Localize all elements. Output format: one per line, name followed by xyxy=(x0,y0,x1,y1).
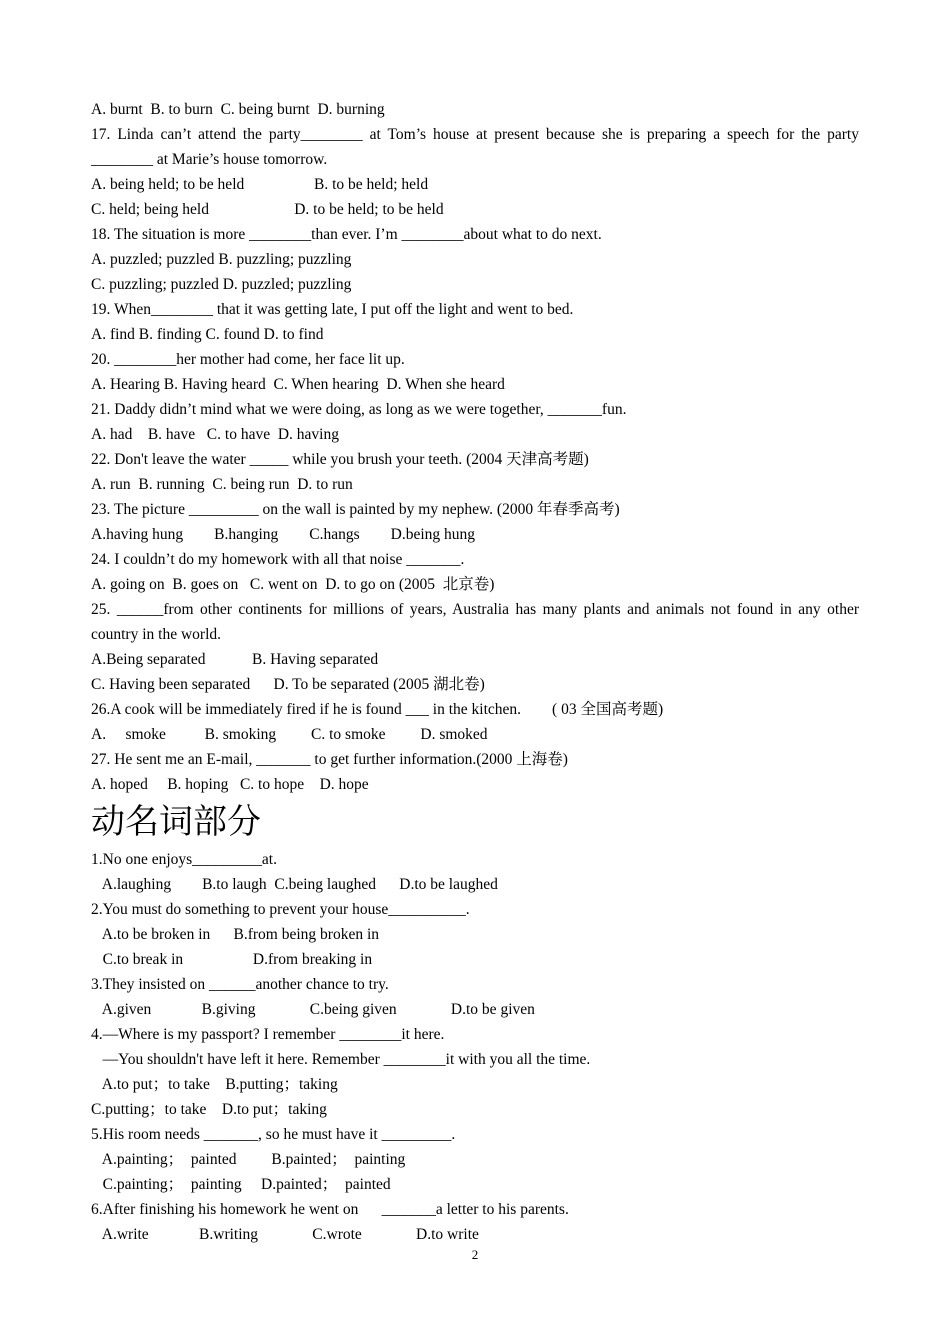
gerund-question-4: 4.—Where is my passport? I remember ________it here. xyxy=(91,1026,445,1043)
gerund-question-3: 3.They insisted on ______another chance to try. xyxy=(91,976,389,993)
answer-options-18-cd: C. puzzling; puzzled D. puzzled; puzzling xyxy=(91,276,352,293)
gerund-question-5: 5.His room needs _______, so he must have it _________. xyxy=(91,1126,456,1143)
gerund-options-5-cd: C.painting； painting D.painted； painted xyxy=(91,1176,391,1193)
question-24: 24. I couldn’t do my homework with all that noise _______. xyxy=(91,551,465,568)
gerund-question-6: 6.After finishing his homework he went on _______a letter to his parents. xyxy=(91,1201,569,1218)
gerund-options-1: A.laughing B.to laugh C.being laughed D.to be laughed xyxy=(91,876,498,893)
question-17: 17. Linda can’t attend the party________ at Tom’s house at present because she is preparing a speech for the party ________ at Marie’s house tomorrow. xyxy=(91,126,859,168)
answer-options-19: A. find B. finding C. found D. to find xyxy=(91,326,324,343)
document-page xyxy=(91,97,859,1247)
question-23: 23. The picture _________ on the wall is painted by my nephew. (2000 年春季高考) xyxy=(91,501,620,518)
answer-options-16: A. burnt B. to burn C. being burnt D. burning xyxy=(91,101,385,118)
gerund-options-2-cd: C.to break in D.from breaking in xyxy=(91,951,373,968)
gerund-options-6: A.write B.writing C.wrote D.to write xyxy=(91,1226,479,1243)
question-25: 25. ______from other continents for millions of years, Australia has many plants and animals not found in any other country in the world. xyxy=(91,601,859,643)
verb-participle-questions xyxy=(91,97,859,797)
answer-options-24: A. going on B. goes on C. went on D. to go on (2005 北京卷) xyxy=(91,576,495,593)
gerund-questions xyxy=(91,847,859,1247)
answer-options-17-cd: C. held; being held D. to be held; to be held xyxy=(91,201,444,218)
gerund-question-4-reply: —You shouldn't have left it here. Remember ________it with you all the time. xyxy=(91,1051,591,1068)
question-21: 21. Daddy didn’t mind what we were doing, as long as we were together, _______fun. xyxy=(91,401,627,418)
answer-options-27: A. hoped B. hoping C. to hope D. hope xyxy=(91,776,369,793)
answer-options-26: A. smoke B. smoking C. to smoke D. smoked xyxy=(91,726,488,743)
gerund-options-4-cd: C.putting；to take D.to put；taking xyxy=(91,1101,327,1118)
answer-options-21: A. had B. have C. to have D. having xyxy=(91,426,339,443)
answer-options-22: A. run B. running C. being run D. to run xyxy=(91,476,353,493)
gerund-question-2: 2.You must do something to prevent your house__________. xyxy=(91,901,470,918)
gerund-options-5-ab: A.painting； painted B.painted； painting xyxy=(91,1151,406,1168)
gerund-question-1: 1.No one enjoys_________at. xyxy=(91,851,277,868)
question-27: 27. He sent me an E-mail, _______ to get further information.(2000 上海卷) xyxy=(91,751,568,768)
section-heading-gerund: 动名词部分 xyxy=(91,802,261,842)
answer-options-25-cd: C. Having been separated D. To be separated (2005 湖北卷) xyxy=(91,676,485,693)
answer-options-25-ab: A.Being separated B. Having separated xyxy=(91,651,379,668)
answer-options-23: A.having hung B.hanging C.hangs D.being hung xyxy=(91,526,476,543)
question-19: 19. When________ that it was getting late, I put off the light and went to bed. xyxy=(91,301,574,318)
gerund-options-4-ab: A.to put；to take B.putting；taking xyxy=(91,1076,338,1093)
answer-options-20: A. Hearing B. Having heard C. When hearing D. When she heard xyxy=(91,376,505,393)
gerund-options-3: A.given B.giving C.being given D.to be given xyxy=(91,1001,535,1018)
question-26: 26.A cook will be immediately fired if he is found ___ in the kitchen. ( 03 全国高考题) xyxy=(91,701,664,718)
page-number: 2 xyxy=(471,1247,479,1262)
gerund-options-2-ab: A.to be broken in B.from being broken in xyxy=(91,926,379,943)
question-18: 18. The situation is more ________than ever. I’m ________about what to do next. xyxy=(91,226,602,243)
answer-options-17-ab: A. being held; to be held B. to be held; held xyxy=(91,176,429,193)
question-22: 22. Don't leave the water _____ while you brush your teeth. (2004 天津高考题) xyxy=(91,451,589,468)
question-20: 20. ________her mother had come, her face lit up. xyxy=(91,351,405,368)
answer-options-18-ab: A. puzzled; puzzled B. puzzling; puzzling xyxy=(91,251,352,268)
